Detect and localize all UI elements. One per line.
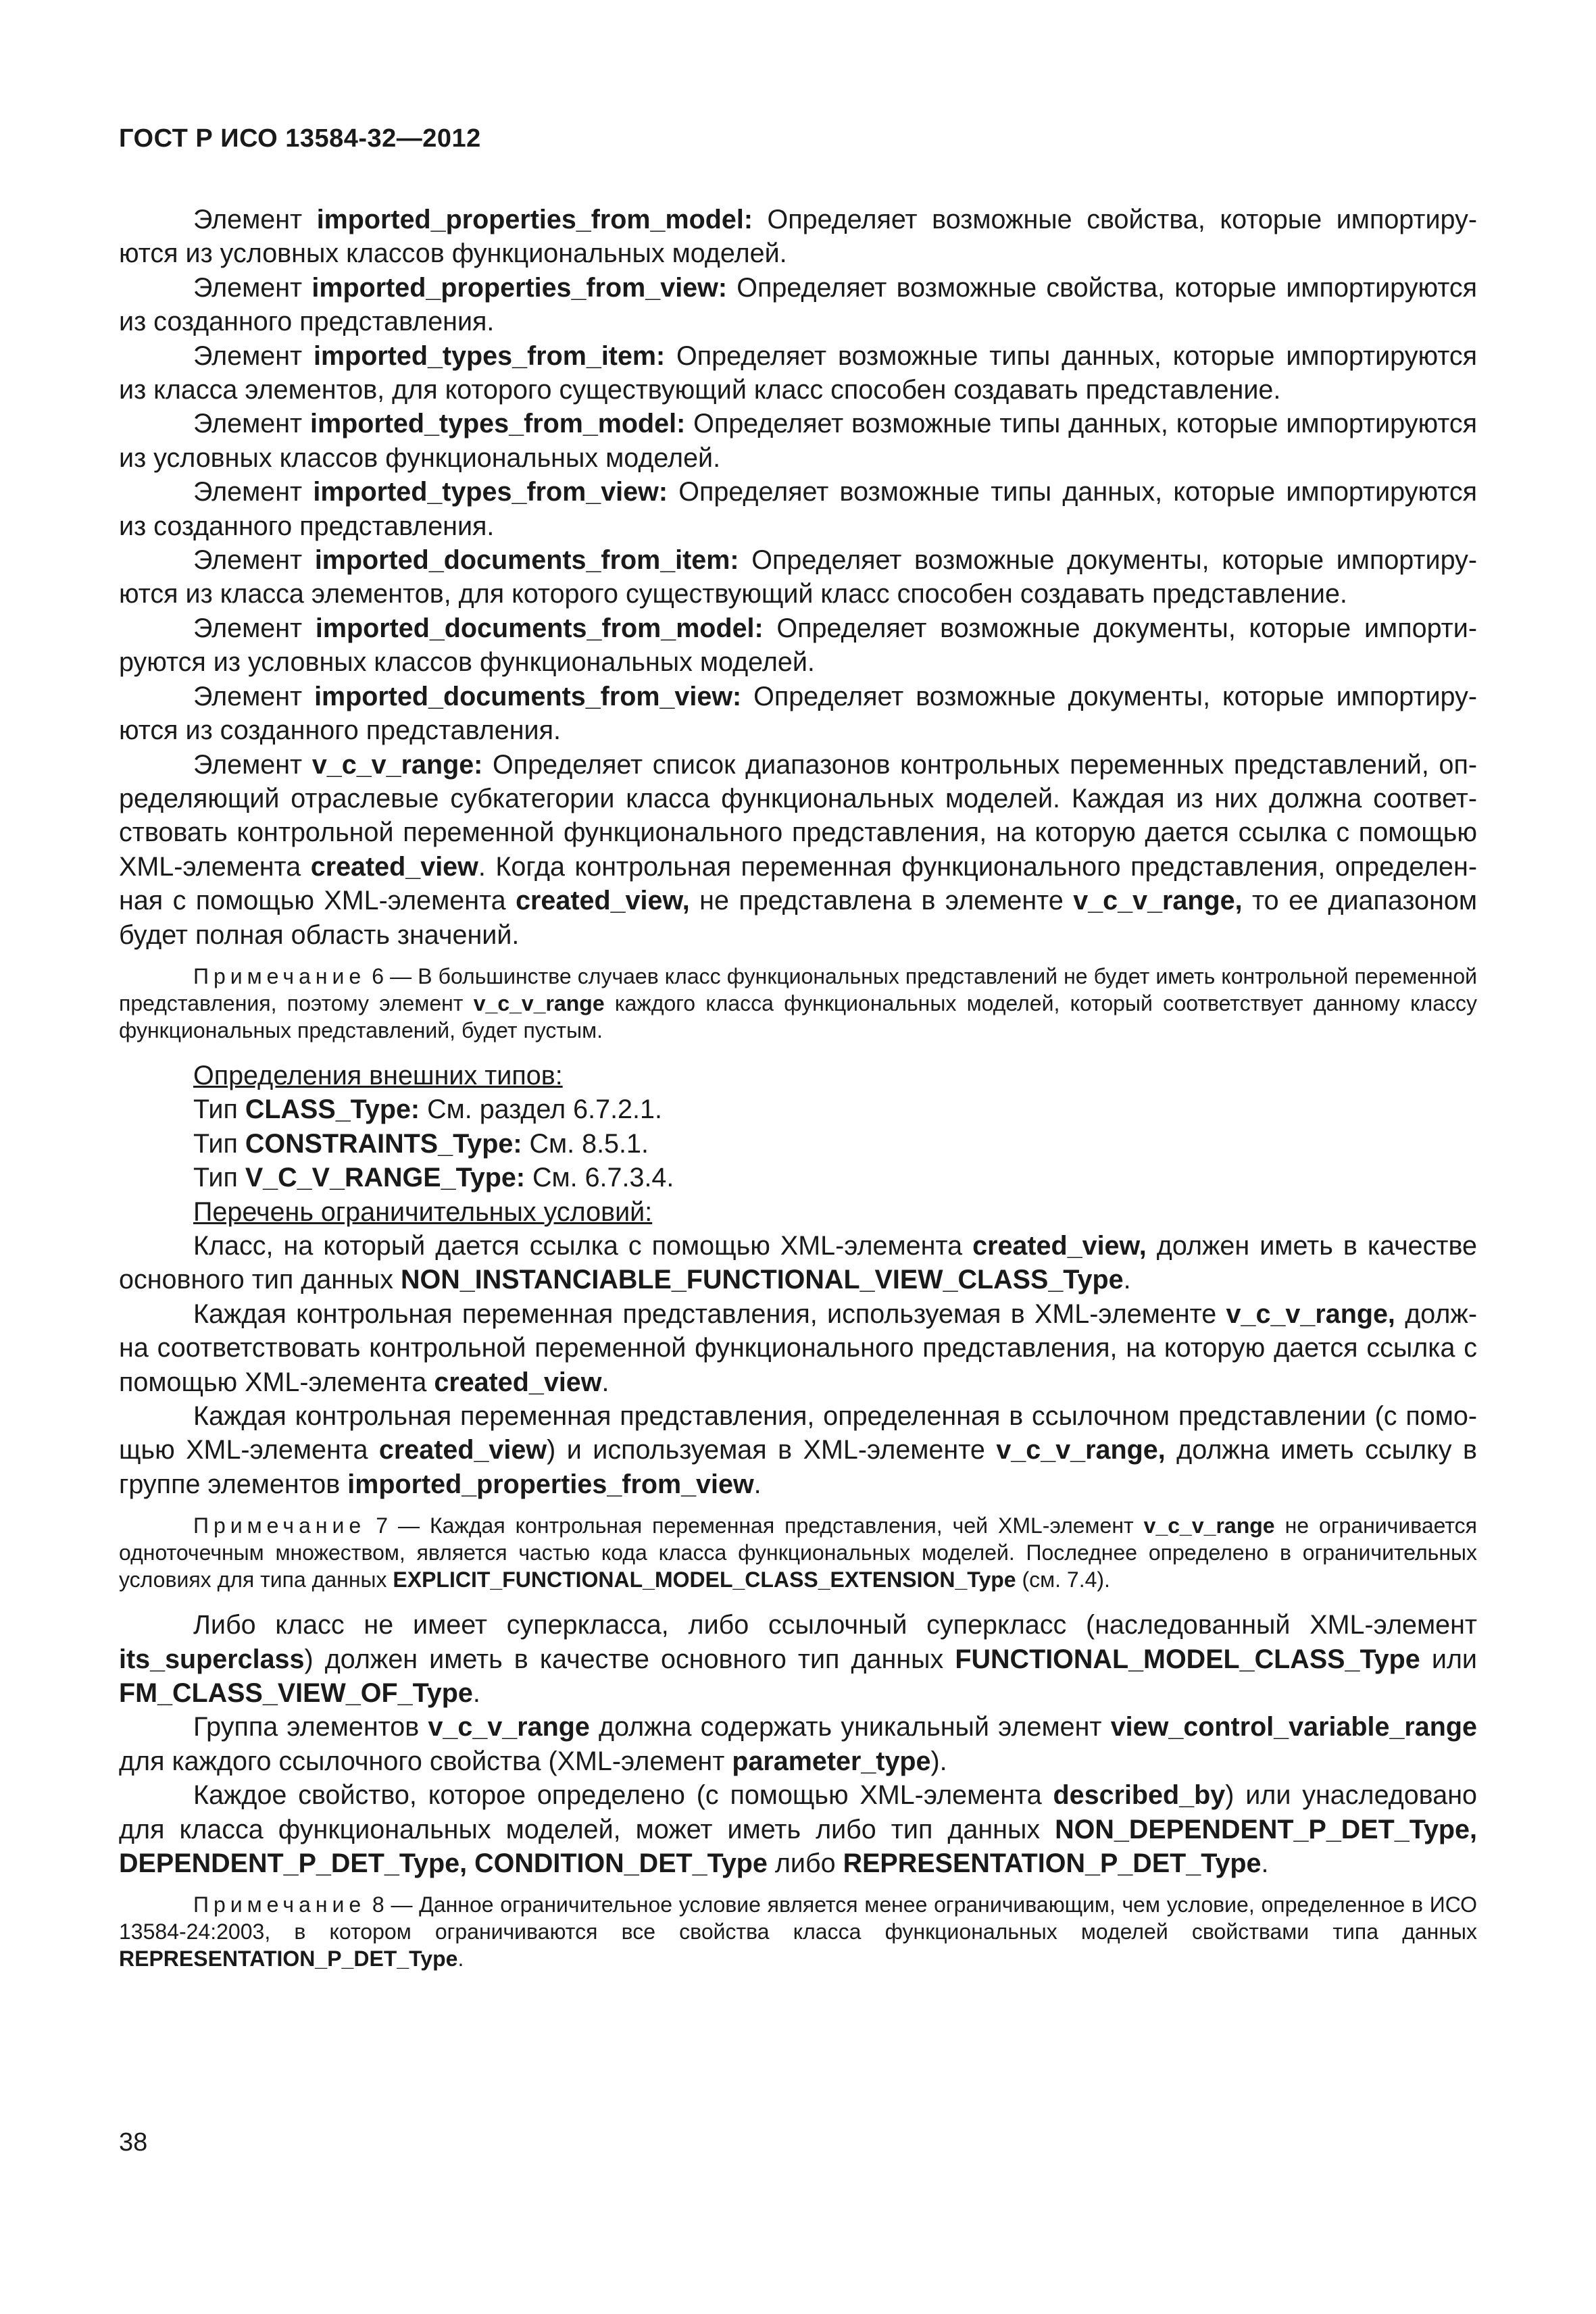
text: .: [1261, 1848, 1269, 1879]
element-name: imported_types_from_view:: [313, 477, 668, 507]
type-name: FM_CLASS_VIEW_OF_Type: [119, 1678, 473, 1709]
text: Определяет возможные типы данных, которые импортируются из класса элементов, для которого существующий класс способен создавать представление.: [119, 341, 1477, 405]
element-name: imported_types_from_model:: [309, 409, 686, 439]
element-name: created_view: [310, 851, 478, 882]
page-body: [119, 203, 1477, 1972]
text: не представлена в элементе: [689, 886, 1074, 916]
heading-text: Перечень ограничительных условий:: [193, 1197, 653, 1227]
element-name: described_by: [1053, 1780, 1226, 1811]
external-type-item: [119, 1127, 1477, 1161]
text: ) должен иметь в качестве основного тип данных: [304, 1644, 955, 1674]
text: или: [1420, 1644, 1477, 1674]
paragraph: [119, 543, 1477, 611]
text: либо: [767, 1848, 843, 1879]
text: 8 — Данное ограничительное условие является менее ограничивающим, чем условие, определенное в ИСО 13584-24:2003, в котором ограничиваются все свойства класса функциональных моделей свойствами типа данных: [119, 1892, 1477, 1944]
element-name: v_c_v_range: [473, 990, 605, 1015]
text: См. 6.7.3.4.: [524, 1163, 674, 1193]
text: .: [1123, 1265, 1131, 1295]
paragraph: [119, 271, 1477, 339]
heading-text: Определения внешних типов:: [193, 1060, 563, 1090]
text: должен иметь в качестве основного тип данных: [119, 1230, 1477, 1295]
external-type-item: [119, 1161, 1477, 1194]
text: См. 8.5.1.: [522, 1128, 649, 1159]
type-name: EXPLICIT_FUNCTIONAL_MODEL_CLASS_EXTENSION_Type: [393, 1567, 1016, 1592]
text: Определяет возможные типы данных, которые импортируются из созданного представления.: [119, 477, 1477, 541]
text: (см. 7.4).: [1016, 1567, 1110, 1592]
text: Элемент: [193, 409, 310, 439]
constraint-paragraph: [119, 1710, 1477, 1778]
element-name: created_view: [434, 1367, 602, 1397]
constraint-paragraph: [119, 1399, 1477, 1501]
element-name: its_superclass: [119, 1644, 305, 1674]
text: ) или унаследовано для класса функциональных моделей, может иметь либо тип данных: [119, 1780, 1477, 1844]
paragraph: [119, 680, 1477, 748]
text: .: [753, 1469, 762, 1499]
element-name: imported_types_from_item:: [313, 341, 666, 371]
text: должна содержать уникальный элемент: [589, 1712, 1111, 1742]
text: Определяет список диапазонов контрольных переменных представлений, определяющий отраслевые субкатегории класса функциональных моделей. Каждая из них должна соответствовать контрольной переменной функционального представления, на которую дается ссылка с помощью XML-элемента: [119, 749, 1478, 882]
element-name: imported_properties_from_view: [347, 1469, 754, 1499]
text: должна соответствовать контрольной переменной функционального представления, на которую дается ссылка с помощью XML-элемента: [119, 1299, 1477, 1397]
text: . Когда контрольная переменная функционального представления, определенная с помощью XML-элемента: [119, 851, 1477, 916]
text: Определяет возможные документы, которые импортируются из класса элементов, для которого существующий класс способен создавать представление.: [119, 545, 1477, 609]
element-name: v_c_v_range,: [1226, 1299, 1395, 1329]
note-label: Примечание: [193, 1892, 366, 1917]
text: Определяет возможные свойства, которые импортируются из созданного представления.: [119, 272, 1477, 337]
type-name: NON_INSTANCIABLE_FUNCTIONAL_VIEW_CLASS_Type: [401, 1265, 1124, 1295]
type-name: NON_DEPENDENT_P_DET_Type, DEPENDENT_P_DET_Type, CONDITION_DET_Type: [119, 1814, 1477, 1879]
text: Каждая контрольная переменная представления, используемая в XML-элементе: [193, 1299, 1226, 1329]
element-name: created_view: [378, 1435, 547, 1465]
element-name: v_c_v_range:: [311, 749, 483, 780]
element-name: imported_documents_from_item:: [314, 545, 739, 576]
type-name: V_C_V_RANGE_Type:: [245, 1163, 525, 1193]
text: ) и используемая в XML-элементе: [547, 1435, 997, 1465]
text: Элемент: [193, 613, 316, 643]
constraint-paragraph: [119, 1297, 1477, 1399]
text: Определяет возможные свойства, которые импортируются из условных классов функциональных моделей.: [119, 205, 1477, 269]
text: Либо класс не имеет суперкласса, либо ссылочный суперкласс (наследованный XML-элемент: [193, 1610, 1477, 1640]
paragraph: [119, 339, 1477, 407]
text: Тип: [193, 1163, 245, 1193]
note-label: Примечание: [193, 1513, 366, 1538]
text: Элемент: [193, 749, 312, 780]
element-name: created_view,: [972, 1230, 1147, 1261]
text: Каждое свойство, которое определено (с помощью XML-элемента: [193, 1780, 1053, 1811]
text: См. раздел 6.7.2.1.: [420, 1095, 662, 1125]
text: Определяет возможные документы, которые импортируются из созданного представления.: [119, 681, 1477, 746]
paragraph: [119, 475, 1477, 543]
text: Каждая контрольная переменная представления, определенная в ссылочном представлении (с помощью XML-элемента: [119, 1401, 1477, 1465]
type-name: CLASS_Type:: [245, 1095, 420, 1125]
text: ).: [930, 1746, 947, 1776]
constraints-heading: [119, 1195, 1477, 1229]
note-6: [119, 963, 1477, 1044]
page-number: 38: [119, 2128, 148, 2157]
text: Класс, на который дается ссылка с помощью XML-элемента: [193, 1230, 973, 1261]
text: для каждого ссылочного свойства (XML-элемент: [119, 1746, 732, 1776]
paragraph: [119, 407, 1477, 475]
text: каждого класса функциональных моделей, который соответствует данному классу функциональных представлений, будет пустым.: [119, 990, 1478, 1042]
text: не ограничивается одноточечным множеством, является частью кода класса функциональных моделей. Последнее определено в ограничительных условиях для типа данных: [119, 1513, 1477, 1592]
text: Определяет возможные документы, которые импортируются из условных классов функциональных моделей.: [119, 613, 1477, 678]
element-name: v_c_v_range: [1143, 1513, 1275, 1538]
element-name: imported_properties_from_model:: [316, 205, 753, 234]
standard-header: ГОСТ Р ИСО 13584-32—2012: [119, 124, 481, 153]
external-type-item: [119, 1092, 1477, 1126]
type-name: REPRESENTATION_P_DET_Type: [843, 1848, 1262, 1879]
text: Элемент: [193, 272, 312, 303]
element-name: view_control_variable_range: [1110, 1712, 1477, 1742]
text: Элемент: [193, 205, 317, 234]
external-types-heading: [119, 1059, 1477, 1092]
element-name: v_c_v_range: [428, 1712, 590, 1742]
text: 6 — В большинстве случаев класс функциональных представлений не будет иметь контрольной переменной представления, поэтому элемент: [119, 963, 1477, 1015]
paragraph: [119, 203, 1477, 271]
text: Тип: [193, 1128, 245, 1159]
note-8: [119, 1891, 1477, 1972]
text: .: [472, 1678, 480, 1709]
text: Группа элементов: [193, 1712, 428, 1742]
text: Элемент: [193, 477, 314, 507]
type-name: FUNCTIONAL_MODEL_CLASS_Type: [955, 1644, 1420, 1674]
text: Элемент: [193, 545, 315, 576]
paragraph: [119, 611, 1477, 680]
text: Элемент: [193, 681, 315, 711]
text: Элемент: [193, 341, 314, 371]
paragraph: [119, 748, 1477, 952]
element-name: imported_documents_from_view:: [314, 681, 742, 711]
text: Тип: [193, 1095, 245, 1125]
note-7: [119, 1512, 1477, 1593]
type-name: CONSTRAINTS_Type:: [245, 1128, 522, 1159]
element-name: v_c_v_range,: [996, 1435, 1166, 1465]
constraint-paragraph: [119, 1229, 1477, 1297]
text: .: [601, 1367, 609, 1397]
text: 7 — Каждая контрольная переменная представления, чей XML-элемент: [366, 1513, 1144, 1538]
element-name: parameter_type: [732, 1746, 931, 1776]
type-name: REPRESENTATION_P_DET_Type: [119, 1946, 458, 1971]
text: .: [457, 1946, 464, 1971]
constraint-paragraph: [119, 1608, 1477, 1710]
note-label: Примечание: [193, 963, 366, 988]
element-name: imported_properties_from_view:: [311, 272, 728, 303]
element-name: imported_documents_from_model:: [315, 613, 764, 643]
element-name: v_c_v_range,: [1073, 886, 1243, 916]
text: Определяет возможные типы данных, которые импортируются из условных классов функциональных моделей.: [119, 409, 1477, 473]
element-name: created_view,: [516, 886, 690, 916]
text: то ее диапазоном будет полная область значений.: [119, 886, 1478, 950]
text: должна иметь ссылку в группе элементов: [119, 1435, 1477, 1499]
constraint-paragraph: [119, 1778, 1477, 1880]
